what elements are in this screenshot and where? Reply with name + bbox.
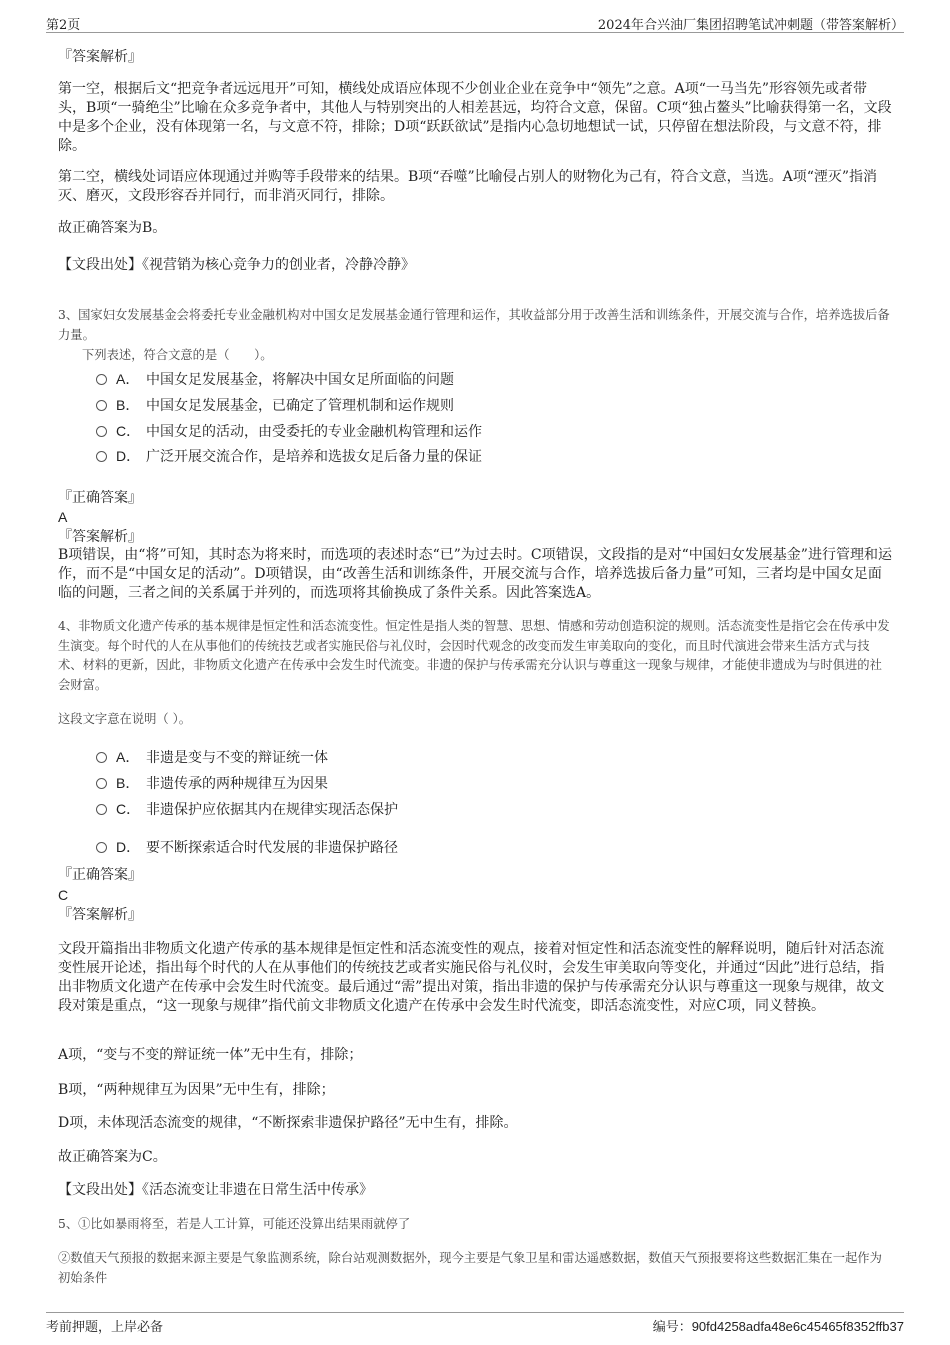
page-number: 第2页: [46, 18, 81, 33]
radio-icon[interactable]: [96, 752, 107, 763]
q3-answer-label: 『正确答案』: [58, 490, 142, 506]
q3-option-c[interactable]: C． 中国女足的活动，由受委托的专业金融机构管理和运作: [96, 421, 482, 441]
q4-analysis: 文段开篇指出非物质文化遗产传承的基本规律是恒定性和活态流变性的观点，接着对恒定性和活态流变性的解释说明，随后针对活态流变性展开论述，指出每个时代的人在从事他们的传统技艺或者实施民俗与礼仪时，会发生审美取向等变化，并通过“因此”进行总结，指出非物质文化遗产在传承中会发生时代流变。最后通过“需”提出对策，指出非遗的保护与传承需充分认识与尊重这一现象与规律，故文段对策是重点，“这一现象与规律”指代前文非物质文化遗产在传承中会发生时代流变，即活态流变性，对应C项，同义替换。: [58, 941, 885, 1014]
document-title: 2024年合兴油厂集团招聘笔试冲刺题（带答案解析）: [597, 18, 904, 33]
q4-note-b: B项，“两种规律互为因果”无中生有，排除；: [58, 1082, 335, 1098]
q3-option-a[interactable]: A． 中国女足发展基金，将解决中国女足所面临的问题: [96, 369, 454, 389]
q3-stem: 3、国家妇女发展基金会将委托专业金融机构对中国女足发展基金通行管理和运作，其收益部分用于改善生活和训练条件，开展交流与合作，培养选拔后备力量。: [58, 308, 890, 342]
q4-source: 【文段出处】《活态流变让非遗在日常生活中传承》: [58, 1182, 373, 1198]
q4-option-c[interactable]: C． 非遗保护应依据其内在规律实现活态保护: [96, 799, 398, 819]
q2-analysis-para1: 第一空，根据后文“把竞争者远远甩开”可知，横线处成语应体现不少创业企业在竞争中“领先”之意。A项“一马当先”形容领先或者带头，B项“一骑绝尘”比喻在众多竞争者中，其他人与特别突出的人相差甚远，均符合文意，保留。C项“独占鳌头”比喻获得第一名，文段中是多个企业，没有体现第一名，与文意不符，排除；D项“跃跃欲试”是指内心急切地想试一试，只停留在想法阶段，与文意不符，排除。: [58, 81, 892, 154]
q4-note-d: D项，未体现活态流变的规律，“不断探索非遗保护路径”无中生有，排除。: [58, 1115, 518, 1131]
q4-answer-label: 『正确答案』: [58, 867, 142, 883]
radio-icon[interactable]: [96, 426, 107, 437]
q4-analysis-label: 『答案解析』: [58, 907, 142, 923]
radio-icon[interactable]: [96, 400, 107, 411]
q4-option-d[interactable]: D． 要不断探索适合时代发展的非遗保护路径: [96, 837, 398, 857]
radio-icon[interactable]: [96, 778, 107, 789]
q4-prompt: 这段文字意在说明（ ）。: [58, 712, 192, 726]
q3-option-d[interactable]: D． 广泛开展交流合作，是培养和选拔女足后备力量的保证: [96, 446, 482, 466]
q2-source: 【文段出处】《视营销为核心竞争力的创业者，冷静冷静》: [58, 257, 415, 273]
q3-analysis-label: 『答案解析』: [58, 529, 142, 545]
q4-option-a[interactable]: A． 非遗是变与不变的辩证统一体: [96, 747, 328, 767]
q3-option-b[interactable]: B． 中国女足发展基金，已确定了管理机制和运作规则: [96, 395, 454, 415]
q2-analysis-label: 『答案解析』: [58, 49, 142, 65]
q5-sentence-1: 5、①比如暴雨将至，若是人工计算，可能还没算出结果雨就停了: [58, 1217, 411, 1231]
page-header: [46, 10, 904, 33]
q2-analysis-para2: 第二空，横线处词语应体现通过并购等手段带来的结果。B项“吞噬”比喻侵占别人的财物化为己有，符合文意，当选。A项“湮灭”指消灭、磨灭，文段形容吞并同行，而非消灭同行，排除。: [58, 169, 878, 204]
q2-conclusion: 故正确答案为B。: [58, 220, 167, 236]
radio-icon[interactable]: [96, 842, 107, 853]
q4-note-a: A项，“变与不变的辩证统一体”无中生有，排除；: [58, 1047, 363, 1063]
page-footer: [46, 1312, 904, 1335]
q4-option-b[interactable]: B． 非遗传承的两种规律互为因果: [96, 773, 328, 793]
q3-analysis: B项错误，由“将”可知，其时态为将来时，而选项的表述时态“已”为过去时。C项错误，文段指的是对“中国妇女发展基金”进行管理和运作，而不是“中国女足的活动”。D项错误，由“改善生活和训练条件，开展交流与合作，培养选拔后备力量”可知，三者均是中国女足面临的问题，三者之间的关系属于并列的，而选项将其偷换成了条件关系。因此答案选A。: [58, 547, 892, 601]
radio-icon[interactable]: [96, 451, 107, 462]
q3-prompt: 下列表述，符合文意的是（ ）。: [82, 348, 273, 362]
q4-conclusion: 故正确答案为C。: [58, 1149, 167, 1165]
q5-sentence-2: ②数值天气预报的数据来源主要是气象监测系统，除台站观测数据外，现今主要是气象卫星和雷达遥感数据，数值天气预报要将这些数据汇集在一起作为初始条件: [58, 1251, 882, 1285]
q3-answer: A: [58, 509, 68, 525]
document-code: 编号：90fd4258adfa48e6c45465f8352ffb37: [652, 1319, 904, 1334]
footer-slogan: 考前押题，上岸必备: [46, 1320, 164, 1335]
q4-stem: 4、非物质文化遗产传承的基本规律是恒定性和活态流变性。恒定性是指人类的智慧、思想、情感和劳动创造积淀的规则。活态流变性是指它会在传承中发生演变。每个时代的人在从事他们的传统技艺或者实施民俗与礼仪时，会因时代观念的改变而发生审美取向的变化，而且时代演进会带来生活方式与技术、材料的更新，因此，非物质文化遗产在传承中会发生时代流变。非遗的保护与传承需充分认识与尊重这一现象与规律，才能使非遗成为与时俱进的社会财富。: [58, 619, 890, 692]
radio-icon[interactable]: [96, 374, 107, 385]
radio-icon[interactable]: [96, 804, 107, 815]
q4-answer: C: [58, 887, 69, 903]
